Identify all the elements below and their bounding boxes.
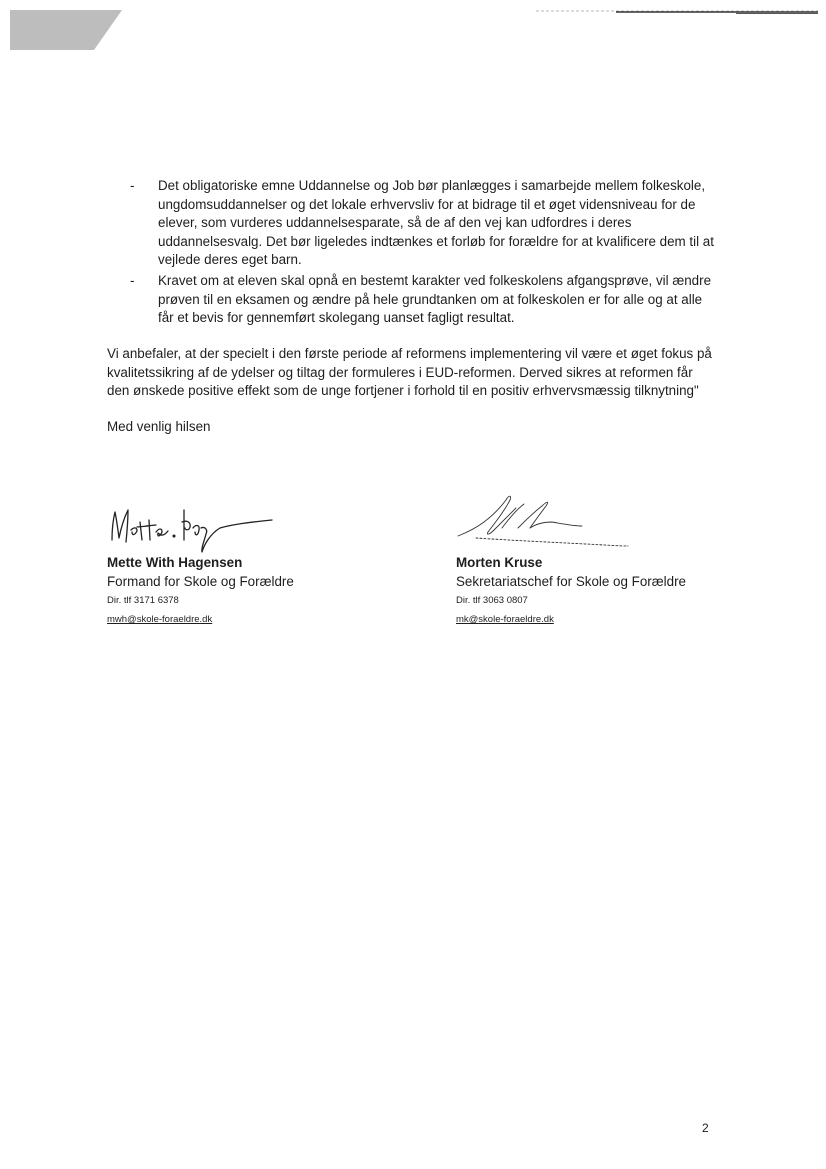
paragraph-line: Vi anbefaler, at der specielt i den første periode af reformens implementering vil være et øget fokus på [107,346,712,361]
page-number: 2 [702,1121,709,1135]
bullet-line: vejlede deres eget barn. [158,252,302,268]
bullet-line: Det obligatoriske emne Uddannelse og Job bør planlægges i samarbejde mellem folkeskole, [158,178,706,193]
signature-mette-hagensen [104,500,274,554]
paragraph-line: den ønskede positive effekt som de unge fortjener i forhold til en positiv erhvervsmæssig tilknytning" [107,383,699,399]
signer-email-link[interactable]: mk@skole-foraeldre.dk [456,614,554,625]
signer-name: Mette With Hagensen [107,555,243,570]
bullet-karakterkrav [130,272,720,328]
bullet-line: får et bevis for gennemført skolegang uanset fagligt resultat. [158,310,515,326]
bullet-line: prøven til en eksamen og ændre på hele grundtanken om at folkeskolen er for alle og at alle [158,291,703,307]
signer-phone: Dir. tlf 3063 0807 [456,595,528,606]
signer-phone: Dir. tlf 3171 6378 [107,595,179,606]
bullet-line: ungdomsuddannelser og det lokale erhvervsliv for at bidrage til et øget vidensniveau for de [158,196,696,212]
signer-title: Sekretariatschef for Skole og Forældre [456,574,686,589]
bullet-line: uddannelsesvalg. Det bør ligeledes indtænkes et forløb for forældre for at kvalificere dem til at [158,233,714,249]
bullet-line: Kravet om at eleven skal opnå en bestemt karakter ved folkeskolens afgangsprøve, vil ændre [158,272,712,288]
paragraph-line: kvalitetssikring af de ydelser og tiltag der formuleres i EUD-reformen. Derved sikres at reformen får [107,364,693,380]
signer-title: Formand for Skole og Forældre [107,574,294,589]
signer-name: Morten Kruse [456,555,543,570]
signer-block-left [107,554,294,627]
signer-block-right [456,554,686,627]
bullet-dash: - [130,178,135,193]
bullet-uddannelse-og-job [130,177,720,270]
signer-email-link[interactable]: mwh@skole-foraeldre.dk [107,614,213,625]
scan-corner-mark [10,10,122,50]
signature-morten-kruse [446,488,632,554]
closing-greeting: Med venlig hilsen [107,419,211,434]
bullet-line: elever, som vurderes uddannelsesparate, så de af den vej kan udfordres i deres [158,215,632,231]
bullet-dash: - [130,272,135,288]
recommendation-list [130,177,720,330]
recommendation-paragraph [107,345,719,401]
scan-edge-line [536,8,818,16]
